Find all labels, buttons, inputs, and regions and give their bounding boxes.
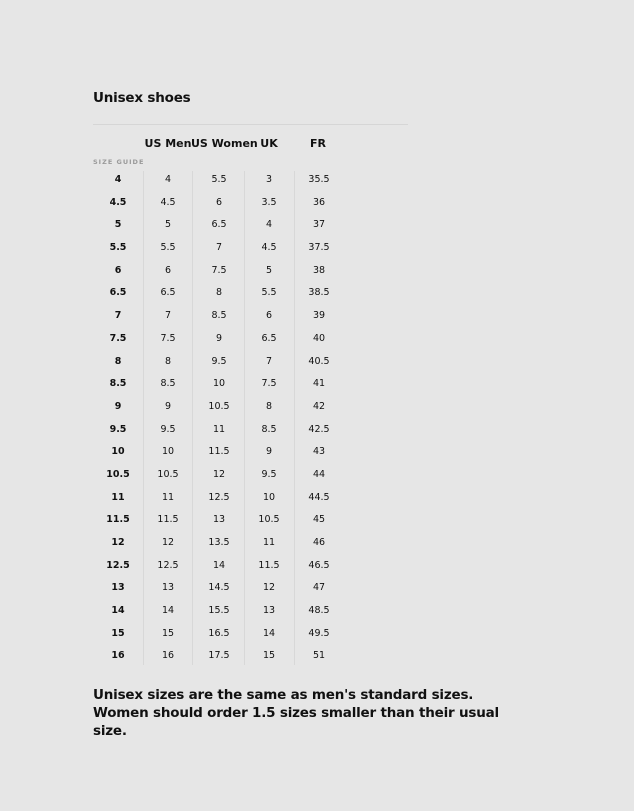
cell-size-guide: 4 xyxy=(114,174,122,185)
cell-us-men: 6.5 xyxy=(160,287,176,299)
cell-fr: 44 xyxy=(312,468,326,480)
table-row xyxy=(93,644,353,667)
cell-fr: 46 xyxy=(312,537,326,548)
cell-fr: 41 xyxy=(312,378,326,390)
table-row xyxy=(93,486,353,509)
cell-us-men: 14 xyxy=(161,605,175,617)
cell-us-women: 17.5 xyxy=(208,650,230,662)
cell-us-women: 7 xyxy=(215,242,223,254)
table-row xyxy=(93,372,353,395)
cell-us-men: 16 xyxy=(161,650,175,662)
cell-fr: 35.5 xyxy=(308,174,330,185)
cell-size-guide: 5.5 xyxy=(109,242,127,254)
cell-us-men: 5 xyxy=(164,219,172,231)
cell-uk: 8.5 xyxy=(261,423,277,435)
column-header-fr: FR xyxy=(310,137,326,150)
cell-uk: 4.5 xyxy=(261,242,277,254)
cell-us-women: 12.5 xyxy=(208,491,230,503)
table-row xyxy=(93,463,353,486)
cell-size-guide: 15 xyxy=(111,627,125,639)
cell-us-men: 11.5 xyxy=(157,514,179,526)
column-header-us-women: US Women xyxy=(191,137,258,150)
cell-fr: 44.5 xyxy=(308,491,330,503)
table-row xyxy=(93,395,353,418)
cell-us-women: 14.5 xyxy=(208,582,230,594)
cell-us-women: 6.5 xyxy=(211,219,227,231)
cell-us-men: 12 xyxy=(161,537,175,548)
cell-fr: 39 xyxy=(312,310,326,322)
table-row xyxy=(93,327,353,350)
cell-fr: 38 xyxy=(312,264,326,276)
cell-fr: 45 xyxy=(312,514,326,526)
cell-size-guide: 7.5 xyxy=(109,332,127,344)
cell-size-guide: 8.5 xyxy=(109,378,127,390)
cell-fr: 47 xyxy=(312,582,326,594)
cell-uk: 9.5 xyxy=(261,468,277,480)
cell-us-women: 8.5 xyxy=(211,310,227,322)
table-row xyxy=(93,440,353,463)
cell-us-women: 6 xyxy=(215,196,223,208)
cell-size-guide: 10.5 xyxy=(106,468,130,480)
cell-us-men: 9.5 xyxy=(160,423,176,435)
cell-uk: 7.5 xyxy=(261,378,277,390)
cell-us-women: 16.5 xyxy=(208,627,230,639)
cell-fr: 43 xyxy=(312,446,326,458)
cell-us-women: 7.5 xyxy=(211,264,227,276)
cell-uk: 6 xyxy=(265,310,273,322)
table-row xyxy=(93,191,353,214)
cell-us-women: 8 xyxy=(215,287,223,299)
cell-us-men: 10 xyxy=(161,446,175,458)
cell-us-men: 15 xyxy=(161,627,175,639)
cell-uk: 7 xyxy=(265,355,273,367)
cell-size-guide: 6 xyxy=(114,264,122,276)
cell-us-women: 14 xyxy=(212,559,226,571)
cell-us-women: 13.5 xyxy=(208,537,230,548)
cell-us-women: 11 xyxy=(212,423,226,435)
cell-size-guide: 9.5 xyxy=(109,423,127,435)
table-row xyxy=(93,259,353,282)
cell-fr: 51 xyxy=(312,650,326,662)
cell-size-guide: 7 xyxy=(114,310,122,322)
cell-fr: 48.5 xyxy=(308,605,330,617)
size-guide-label: SIZE GUIDE xyxy=(93,158,145,166)
cell-fr: 46.5 xyxy=(308,559,330,571)
cell-us-women: 12 xyxy=(212,468,226,480)
cell-size-guide: 13 xyxy=(111,582,125,594)
cell-fr: 36 xyxy=(312,196,326,208)
cell-fr: 40 xyxy=(312,332,326,344)
table-row xyxy=(93,622,353,645)
title-divider xyxy=(93,124,408,125)
cell-us-men: 8 xyxy=(164,355,172,367)
cell-us-men: 13 xyxy=(161,582,175,594)
cell-uk: 13 xyxy=(262,605,276,617)
cell-uk: 5 xyxy=(265,264,273,276)
cell-uk: 10.5 xyxy=(258,514,280,526)
cell-size-guide: 8 xyxy=(114,355,122,367)
cell-us-women: 15.5 xyxy=(208,605,230,617)
cell-us-men: 12.5 xyxy=(157,559,179,571)
cell-size-guide: 5 xyxy=(114,219,122,231)
cell-fr: 37 xyxy=(312,219,326,231)
cell-uk: 11.5 xyxy=(258,559,280,571)
cell-us-men: 9 xyxy=(164,400,172,412)
cell-uk: 9 xyxy=(265,446,273,458)
table-row xyxy=(93,531,353,554)
table-row xyxy=(93,599,353,622)
cell-us-men: 7 xyxy=(164,310,172,322)
cell-size-guide: 14 xyxy=(111,605,125,617)
cell-uk: 4 xyxy=(265,219,273,231)
cell-us-women: 10.5 xyxy=(208,400,230,412)
cell-uk: 3.5 xyxy=(261,196,277,208)
cell-uk: 6.5 xyxy=(261,332,277,344)
cell-uk: 14 xyxy=(262,627,276,639)
cell-fr: 42 xyxy=(312,400,326,412)
table-row xyxy=(93,304,353,327)
size-table-body xyxy=(93,168,353,667)
column-header-uk: UK xyxy=(260,137,278,150)
cell-size-guide: 16 xyxy=(111,650,125,662)
table-row xyxy=(93,213,353,236)
sizing-note: Unisex sizes are the same as men's standard sizes. Women should order 1.5 sizes smaller than their usual size. xyxy=(93,687,499,739)
table-row xyxy=(93,554,353,577)
cell-fr: 37.5 xyxy=(308,242,330,254)
cell-us-women: 13 xyxy=(212,514,226,526)
table-row xyxy=(93,350,353,373)
cell-us-men: 8.5 xyxy=(160,378,176,390)
cell-us-women: 10 xyxy=(212,378,226,390)
cell-fr: 42.5 xyxy=(308,423,330,435)
table-row xyxy=(93,236,353,259)
table-row xyxy=(93,576,353,599)
table-row xyxy=(93,508,353,531)
cell-us-men: 10.5 xyxy=(157,468,179,480)
cell-size-guide: 6.5 xyxy=(109,287,127,299)
table-row xyxy=(93,168,353,191)
cell-uk: 12 xyxy=(262,582,276,594)
cell-uk: 10 xyxy=(262,491,276,503)
cell-uk: 15 xyxy=(262,650,276,662)
table-row xyxy=(93,418,353,441)
cell-size-guide: 9 xyxy=(114,400,122,412)
cell-us-men: 5.5 xyxy=(160,242,176,254)
cell-size-guide: 11.5 xyxy=(106,514,130,526)
cell-fr: 49.5 xyxy=(308,627,330,639)
cell-size-guide: 12.5 xyxy=(106,559,130,571)
cell-uk: 8 xyxy=(265,400,273,412)
cell-us-women: 9.5 xyxy=(211,355,227,367)
cell-us-women: 11.5 xyxy=(208,446,230,458)
cell-size-guide: 12 xyxy=(111,537,125,548)
cell-us-women: 9 xyxy=(215,332,223,344)
cell-us-men: 7.5 xyxy=(160,332,176,344)
cell-uk: 11 xyxy=(262,537,276,548)
cell-fr: 40.5 xyxy=(308,355,330,367)
page-title: Unisex shoes xyxy=(93,90,191,106)
cell-uk: 3 xyxy=(265,174,273,185)
cell-size-guide: 4.5 xyxy=(109,196,127,208)
cell-size-guide: 11 xyxy=(111,491,125,503)
column-header-us-men: US Men xyxy=(144,137,192,150)
cell-us-men: 4 xyxy=(164,174,172,185)
cell-us-men: 6 xyxy=(164,264,172,276)
cell-us-men: 4.5 xyxy=(160,196,176,208)
cell-fr: 38.5 xyxy=(308,287,330,299)
cell-size-guide: 10 xyxy=(111,446,125,458)
table-row xyxy=(93,281,353,304)
cell-uk: 5.5 xyxy=(261,287,277,299)
cell-us-women: 5.5 xyxy=(211,174,227,185)
cell-us-men: 11 xyxy=(161,491,175,503)
